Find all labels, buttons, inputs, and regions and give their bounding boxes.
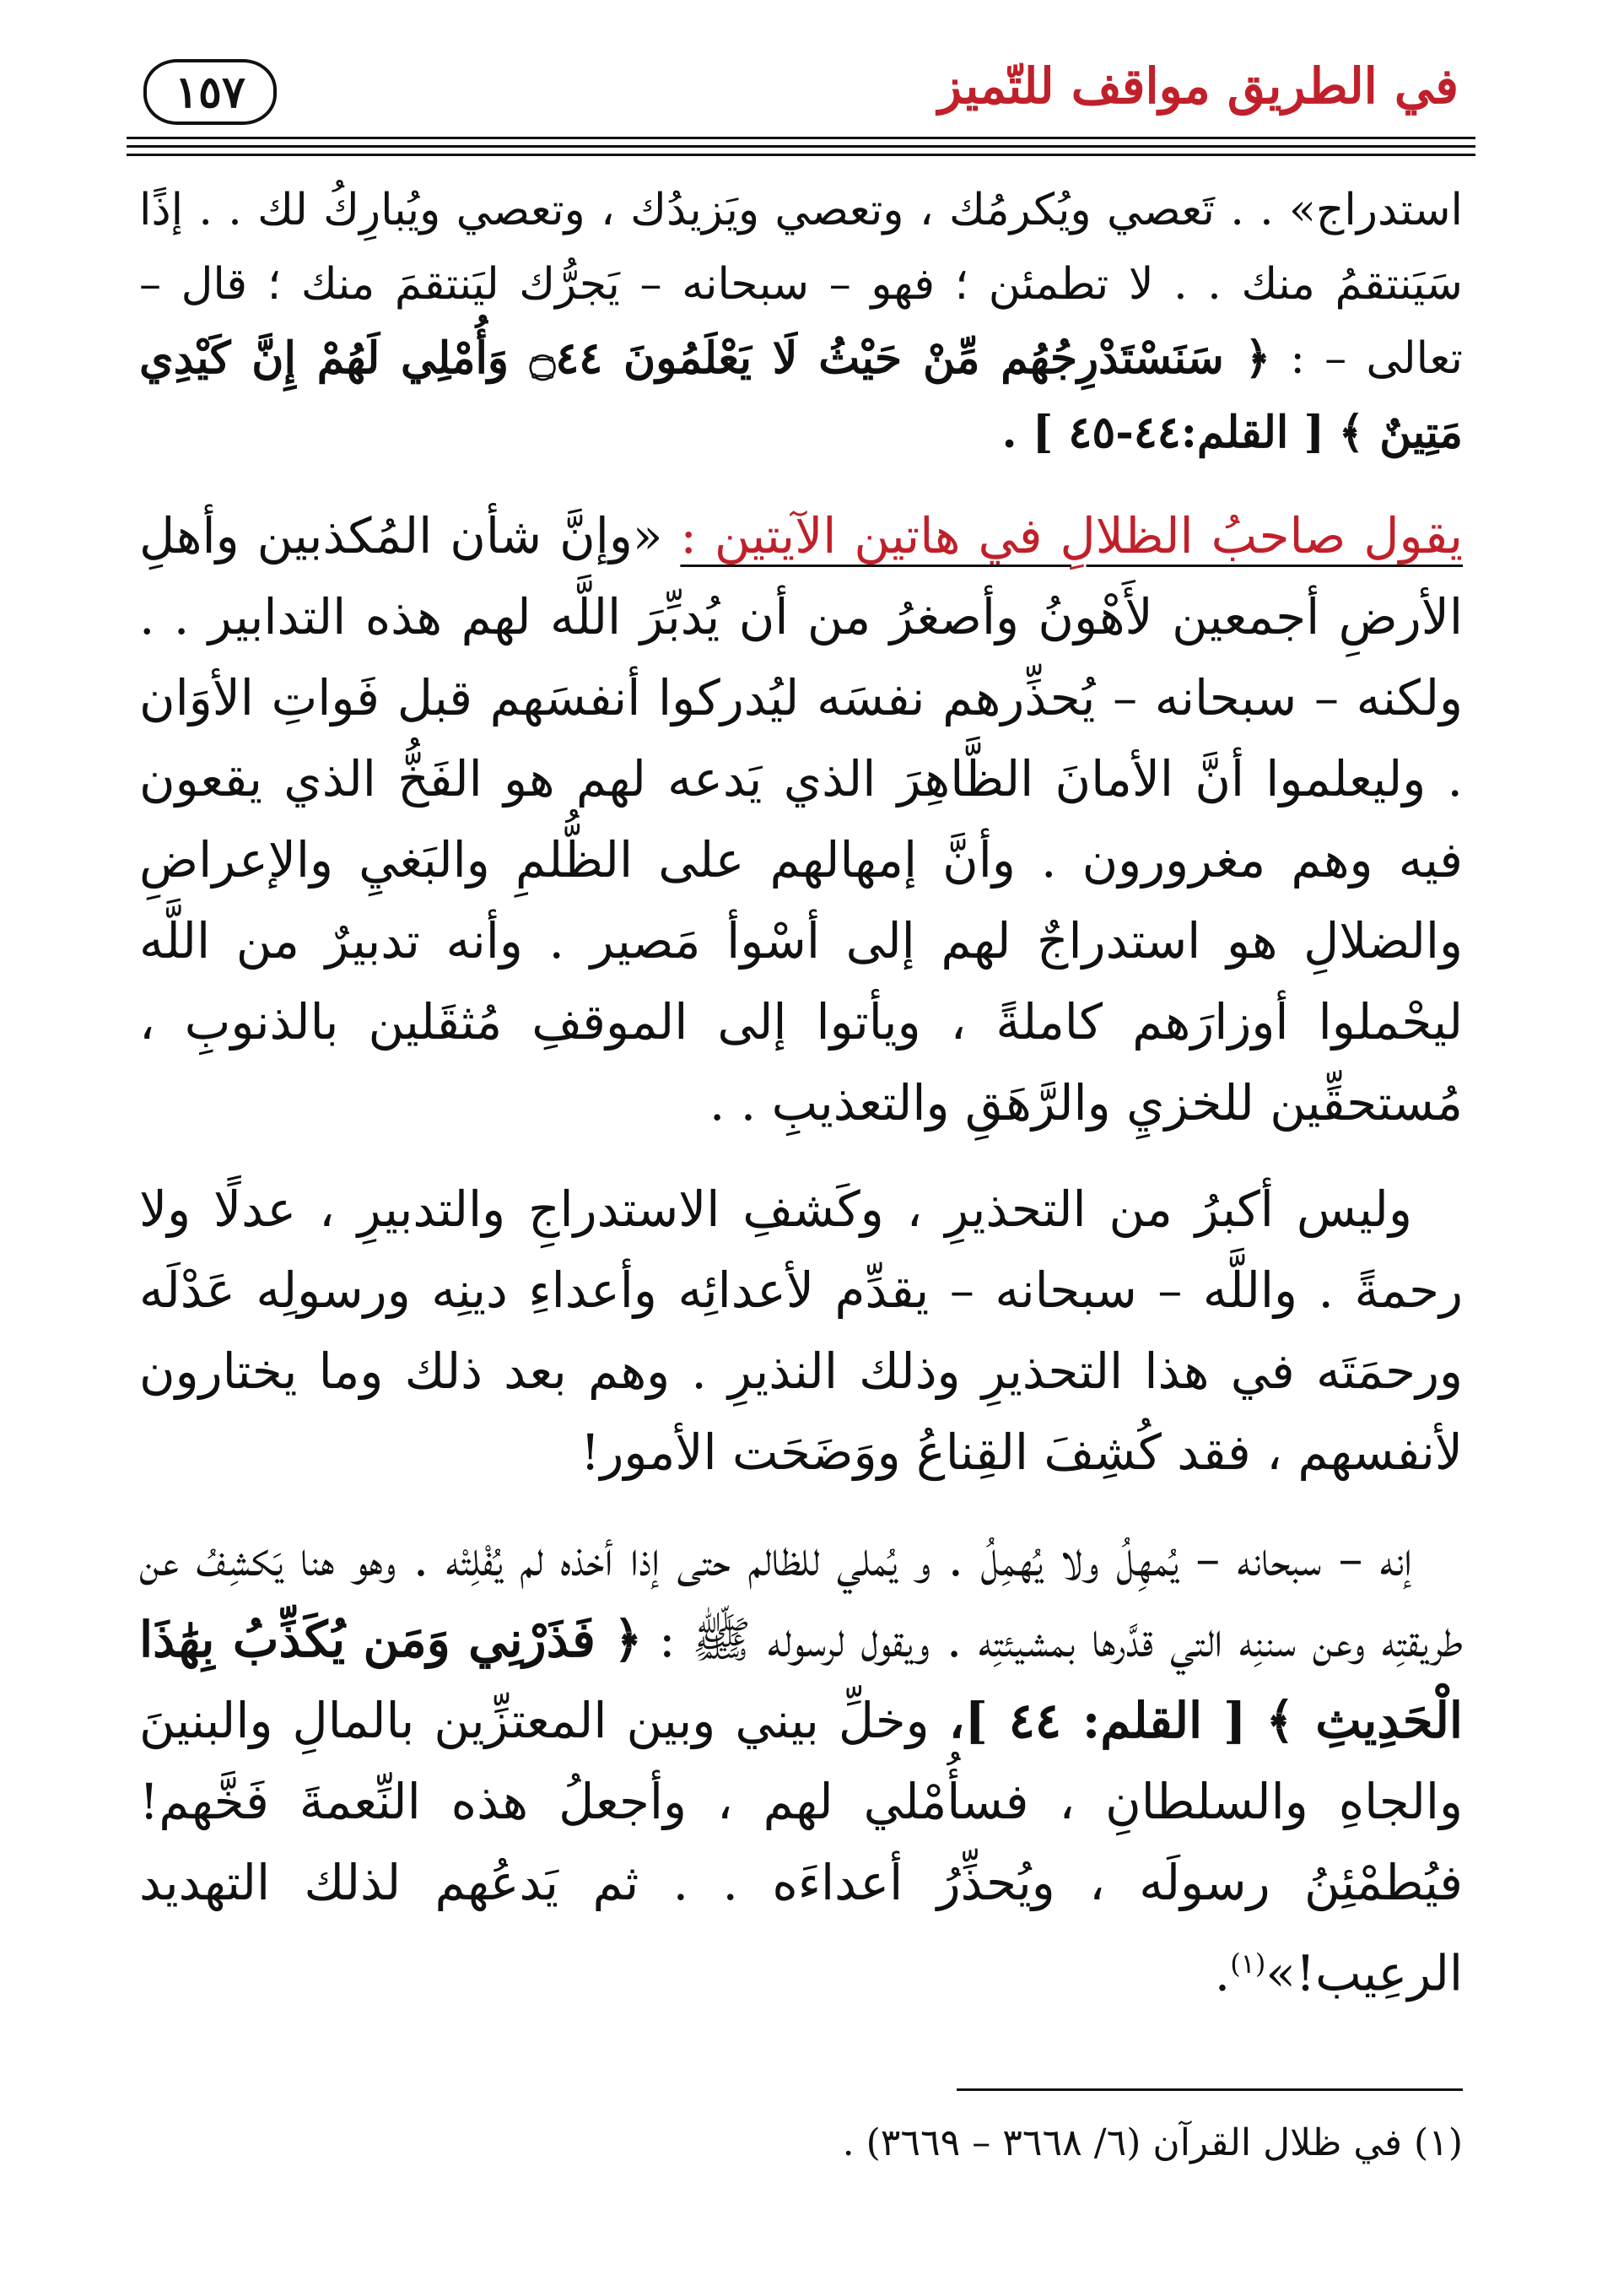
paragraph-text: وخلِّ بيني وبين المعتزِّين بالمالِ والبنينَ والجاهِ والسلطانِ ، فسأُمْلي لهم ، وأجعلُ هذه النِّعمةَ فَخَّهم! فيُطمْئِنُ رسولَه ، ويُحذِّرُ أعداءَه . . ثم يَدعُهم لذلك التهديد الرعِيب!» <box>139 1692 1463 2002</box>
header-rule <box>127 154 1475 156</box>
page-header <box>127 51 1475 143</box>
verse-reference: [ القلم: ٤٤ ]، <box>948 1692 1247 1749</box>
header-rule <box>127 137 1475 139</box>
footnote: (١) في ظلال القرآن (٦/ ٣٦٦٨ – ٣٦٦٩) . <box>842 2121 1463 2164</box>
running-title: في الطريق مواقف للتّميز <box>938 57 1459 115</box>
quran-verse: ﴿ فَذَرْنِي وَمَن يُكَذِّبُ بِهَٰذَا الْحَدِيثِ ﴾ <box>139 1611 1464 1749</box>
footnote-rule <box>957 2088 1463 2091</box>
paragraph-end: . <box>1214 1944 1231 2002</box>
paragraph-text: استدراج» . . تَعصي ويُكرمُك ، وتعصي ويَزيدُك ، وتعصي ويُبارِكُ لك . . إذًا سَيَنتقمُ منك . . لا تطمئن ؛ فهو – سبحانه – يَجرُّك ليَنتقمَ منك ؛ قال – تعالى – : <box>139 185 1464 384</box>
paragraph-3 <box>139 1169 1463 1493</box>
quran-verse: ﴿ سَنَسْتَدْرِجُهُم مِّنْ حَيْثُ لَا يَعْلَمُونَ ۝٤٤ وَأُمْلِي لَهُمْ إِنَّ كَيْدِي مَتِينٌ ﴾ <box>139 332 1463 458</box>
header-rule <box>127 145 1475 148</box>
page-number: ١٥٧ <box>143 59 277 125</box>
quote-lead: يقول صاحبُ الظلالِ في هاتين الآيتين : <box>680 507 1463 565</box>
footnote-marker: (١) <box>1230 1948 1266 1980</box>
paragraph-text: وليس أكبرُ من التحذيرِ ، وكَشفِ الاستدراجِ والتدبيرِ ، عدلًا ولا رحمةً . واللَّه – سبحانه – يقدِّم لأعدائِه وأعداءِ دينِه ورسولِه عَدْلَه ورحمَتَه في هذا التحذيرِ وذلك النذيرِ . وهم بعد ذلك وما يختارون لأنفسهم ، فقد كُشِفَ القِناعُ ووَضَحَت الأمور! <box>139 1180 1463 1481</box>
paragraph-4 <box>139 1518 1463 2013</box>
verse-reference: [ القلم:٤٤-٤٥ ] . <box>1001 407 1325 458</box>
paragraph-2 <box>139 495 1463 1143</box>
paragraph-text: إنه – سبحانه – يُمهِلُ ولا يُهمِلُ . و يُملي للظالم حتى إذا أخذه لم يُفْلِتْه . وهو هنا يَكشِفُ عن طريقتِه وعن سننِه التي قدَّرها بمشيئتِه . ويقول لرسوله ﷺ : <box>139 1530 1463 1668</box>
paragraph-text: «وإنَّ شأن المُكذبين وأهلِ الأرضِ أجمعين لأَهْونُ وأصغرُ من أن يُدبِّرَ اللَّه لهم هذه التدابير . . ولكنه – سبحانه – يُحذِّرهم نفسَه ليُدركوا أنفسَهم قبل فَواتِ الأوَان . وليعلموا أنَّ الأمانَ الظَّاهِرَ الذي يَدعه لهم هو الفَخُّ الذي يقعون فيه وهم مغرورون . وأنَّ إمهالهم على الظُّلمِ والبَغيِ والإعراضِ والضلالِ هو استدراجٌ لهم إلى أسْوأ مَصير . وأنه تدبيرٌ من اللَّه ليحْملوا أوزارَهم كاملةً ، ويأتوا إلى الموقفِ مُثقَلين بالذنوبِ ، مُستحقِّين للخزيِ والرَّهَقِ والتعذيبِ . . <box>139 507 1463 1132</box>
page-body <box>139 173 1463 2039</box>
paragraph-1 <box>139 173 1463 470</box>
